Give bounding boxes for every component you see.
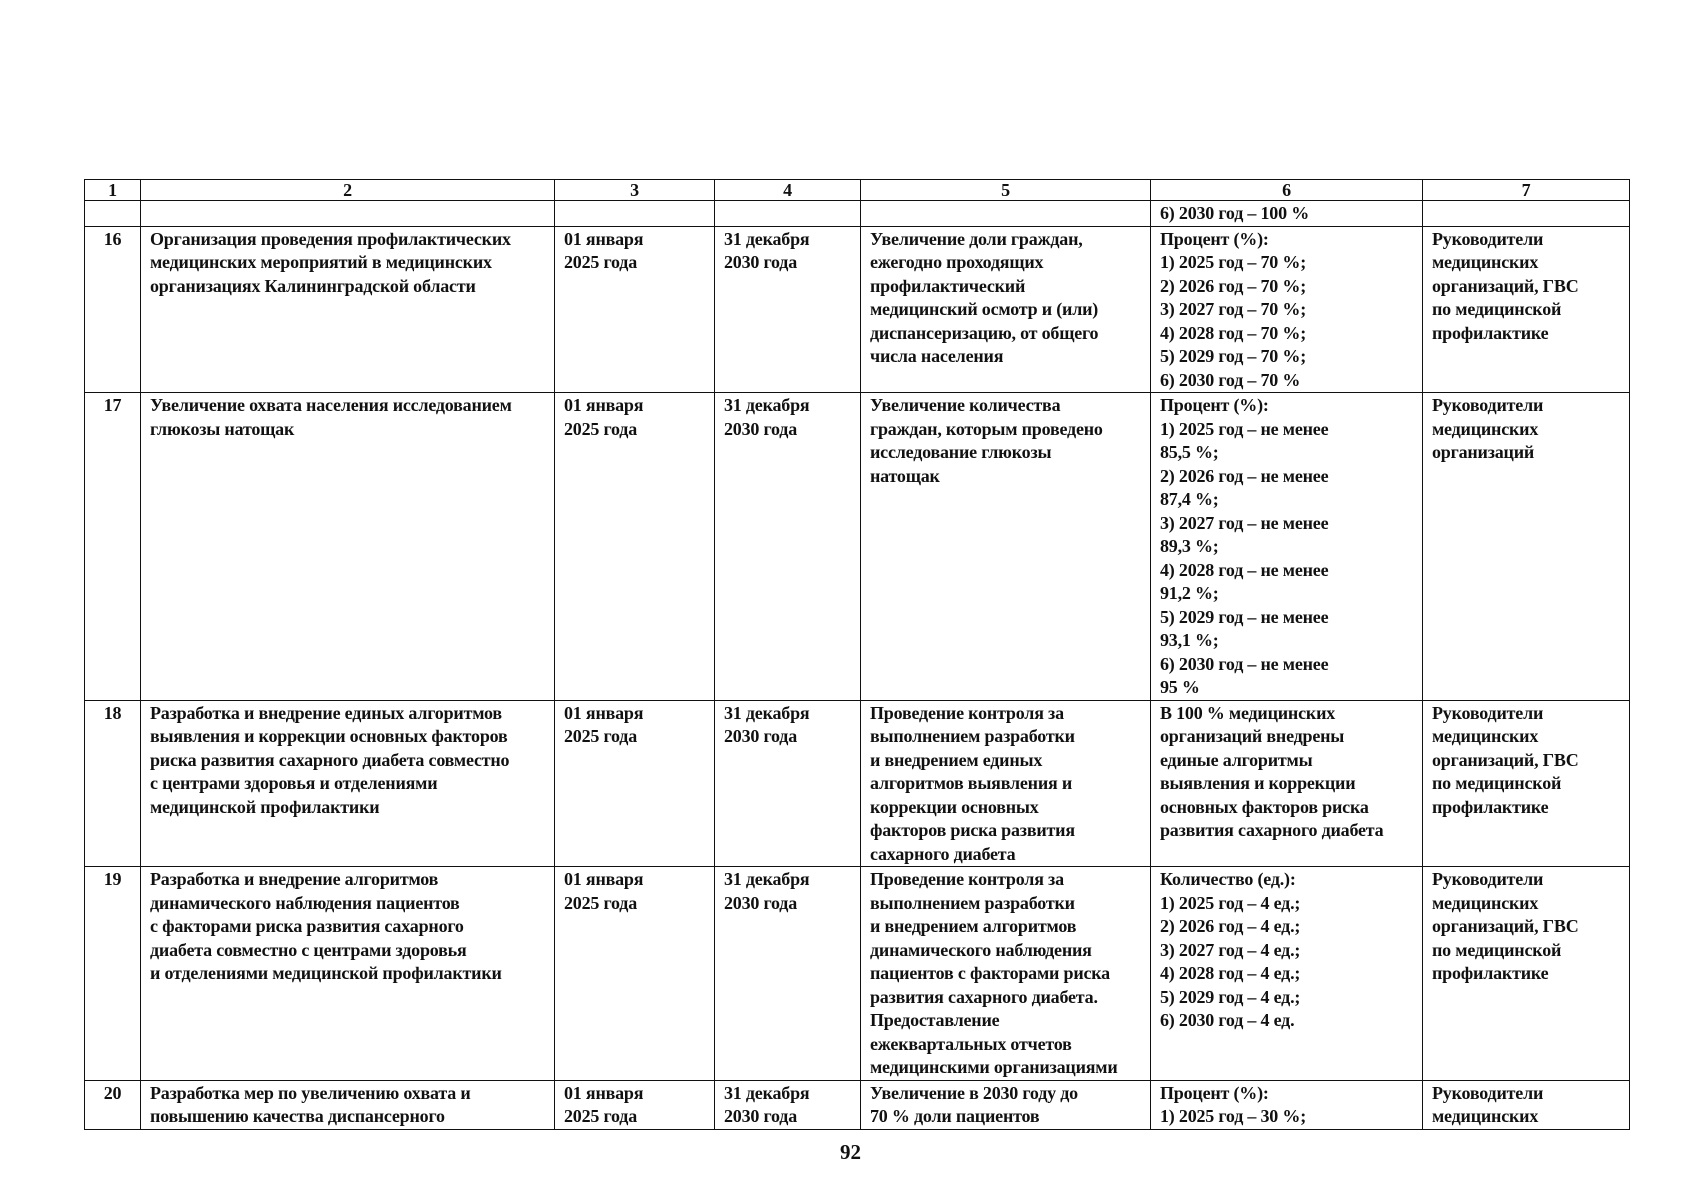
start-date-cell: 01 января 2025 года bbox=[555, 393, 715, 701]
header-col-3: 3 bbox=[555, 180, 715, 201]
header-col-7: 7 bbox=[1423, 180, 1630, 201]
continuation-row bbox=[85, 201, 1630, 227]
event-cell: Организация проведения профилактических медицинских мероприятий в медицинских организациях Калининградской области bbox=[141, 226, 555, 393]
start-date-cell: 01 января 2025 года bbox=[555, 700, 715, 867]
responsible-cell: Руководители медицинских организаций, ГВС по медицинской профилактике bbox=[1423, 700, 1630, 867]
row-number: 20 bbox=[85, 1080, 141, 1129]
row-number: 17 bbox=[85, 393, 141, 701]
cont-cell-3 bbox=[555, 201, 715, 227]
start-date-cell: 01 января 2025 года bbox=[555, 1080, 715, 1129]
row-number: 19 bbox=[85, 867, 141, 1081]
document-table bbox=[84, 179, 1630, 1130]
cont-cell-5 bbox=[861, 201, 1151, 227]
start-date-cell: 01 января 2025 года bbox=[555, 867, 715, 1081]
result-cell: Увеличение доли граждан, ежегодно проходящих профилактический медицинский осмотр и (или) диспансеризацию, от общего числа населения bbox=[861, 226, 1151, 393]
indicator-cell: Процент (%): 1) 2025 год – 30 %; bbox=[1151, 1080, 1423, 1129]
table-row bbox=[85, 1080, 1630, 1129]
end-date-cell: 31 декабря 2030 года bbox=[715, 867, 861, 1081]
row-number: 16 bbox=[85, 226, 141, 393]
indicator-cell: Количество (ед.): 1) 2025 год – 4 ед.; 2) 2026 год – 4 ед.; 3) 2027 год – 4 ед.; 4) 2028 год – 4 ед.; 5) 2029 год – 4 ед.; 6) 2030 год – 4 ед. bbox=[1151, 867, 1423, 1081]
result-cell: Проведение контроля за выполнением разработки и внедрением единых алгоритмов выявления и коррекции основных факторов риска развития сахарного диабета bbox=[861, 700, 1151, 867]
indicator-cell: Процент (%): 1) 2025 год – не менее 85,5 %; 2) 2026 год – не менее 87,4 %; 3) 2027 год – не менее 89,3 %; 4) 2028 год – не менее 91,2 %; 5) 2029 год – не менее 93,1 %; 6) 2030 год – не менее 95 % bbox=[1151, 393, 1423, 701]
responsible-cell: Руководители медицинских организаций bbox=[1423, 393, 1630, 701]
header-col-5: 5 bbox=[861, 180, 1151, 201]
table-row bbox=[85, 226, 1630, 393]
result-cell: Проведение контроля за выполнением разработки и внедрением алгоритмов динамического наблюдения пациентов с факторами риска развития сахарного диабета. Предоставление ежеквартальных отчетов медицинскими организациями bbox=[861, 867, 1151, 1081]
responsible-cell: Руководители медицинских организаций, ГВС по медицинской профилактике bbox=[1423, 867, 1630, 1081]
responsible-cell: Руководители медицинских bbox=[1423, 1080, 1630, 1129]
header-col-6: 6 bbox=[1151, 180, 1423, 201]
page-number: 92 bbox=[840, 1140, 861, 1164]
indicator-cell: Процент (%): 1) 2025 год – 70 %; 2) 2026 год – 70 %; 3) 2027 год – 70 %; 4) 2028 год – 70 %; 5) 2029 год – 70 %; 6) 2030 год – 70 % bbox=[1151, 226, 1423, 393]
table-row bbox=[85, 393, 1630, 701]
row-number: 18 bbox=[85, 700, 141, 867]
end-date-cell: 31 декабря 2030 года bbox=[715, 700, 861, 867]
table-row bbox=[85, 867, 1630, 1081]
header-col-2: 2 bbox=[141, 180, 555, 201]
cont-cell-1 bbox=[85, 201, 141, 227]
event-cell: Разработка и внедрение единых алгоритмов выявления и коррекции основных факторов риска развития сахарного диабета совместно с центрами здоровья и отделениями медицинской профилактики bbox=[141, 700, 555, 867]
table-header-row bbox=[85, 180, 1630, 201]
result-cell: Увеличение количества граждан, которым проведено исследование глюкозы натощак bbox=[861, 393, 1151, 701]
cont-indicator: 6) 2030 год – 100 % bbox=[1151, 201, 1423, 227]
start-date-cell: 01 января 2025 года bbox=[555, 226, 715, 393]
cont-cell-2 bbox=[141, 201, 555, 227]
header-col-1: 1 bbox=[85, 180, 141, 201]
indicator-cell: В 100 % медицинских организаций внедрены единые алгоритмы выявления и коррекции основных факторов риска развития сахарного диабета bbox=[1151, 700, 1423, 867]
end-date-cell: 31 декабря 2030 года bbox=[715, 393, 861, 701]
cont-cell-4 bbox=[715, 201, 861, 227]
responsible-cell: Руководители медицинских организаций, ГВС по медицинской профилактике bbox=[1423, 226, 1630, 393]
end-date-cell: 31 декабря 2030 года bbox=[715, 226, 861, 393]
event-cell: Разработка мер по увеличению охвата и повышению качества диспансерного bbox=[141, 1080, 555, 1129]
event-cell: Увеличение охвата населения исследованием глюкозы натощак bbox=[141, 393, 555, 701]
header-col-4: 4 bbox=[715, 180, 861, 201]
event-cell: Разработка и внедрение алгоритмов динамического наблюдения пациентов с факторами риска развития сахарного диабета совместно с центрами здоровья и отделениями медицинской профилактики bbox=[141, 867, 555, 1081]
table-row bbox=[85, 700, 1630, 867]
result-cell: Увеличение в 2030 году до 70 % доли пациентов bbox=[861, 1080, 1151, 1129]
cont-cell-7 bbox=[1423, 201, 1630, 227]
end-date-cell: 31 декабря 2030 года bbox=[715, 1080, 861, 1129]
